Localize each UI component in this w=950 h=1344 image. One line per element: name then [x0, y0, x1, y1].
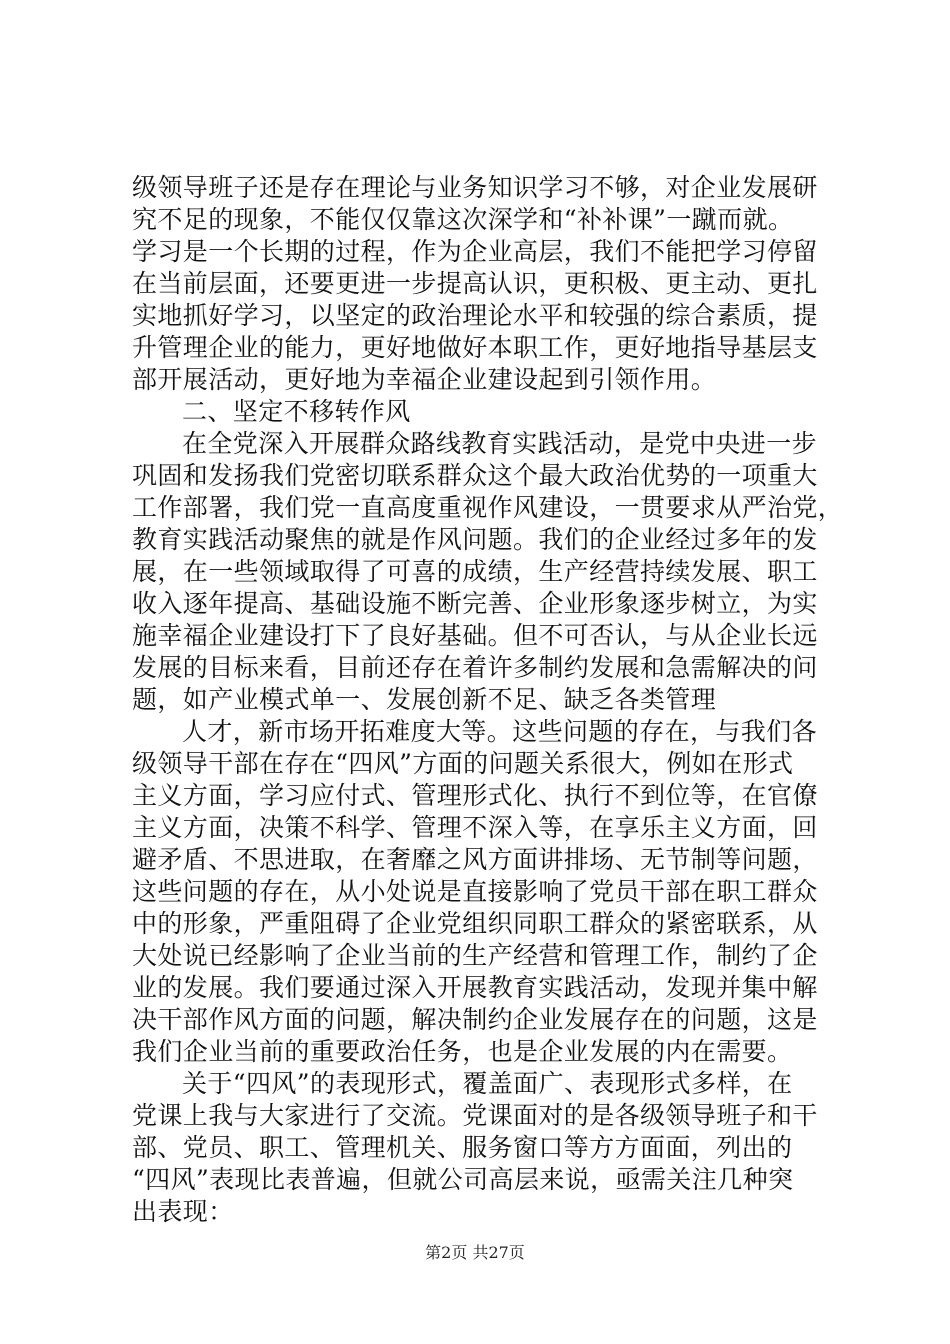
text-line: 决干部作风方面的问题，解决制约企业发展存在的问题，这是: [132, 1005, 818, 1034]
text-line: “四风”表现比表普遍，但就公司高层来说，亟需关注几种突: [132, 1165, 794, 1194]
text-line: 大处说已经影响了企业当前的生产经营和管理工作，制约了企: [132, 941, 818, 970]
text-line: 教育实践活动聚焦的就是作风问题。我们的企业经过多年的发: [132, 525, 818, 554]
text-line: 业的发展。我们要通过深入开展教育实践活动，发现并集中解: [132, 973, 818, 1002]
text-line: 在全党深入开展群众路线教育实践活动，是党中央进一步: [182, 429, 818, 458]
text-line: 人才，新市场开拓难度大等。这些问题的存在，与我们各: [182, 717, 818, 746]
text-line: 学习是一个长期的过程，作为企业高层，我们不能把学习停留: [132, 237, 818, 266]
text-line: 主义方面，学习应付式、管理形式化、执行不到位等，在官僚: [132, 781, 818, 810]
text-line: 关于“四风”的表现形式，覆盖面广、表现形式多样，在: [182, 1069, 793, 1098]
text-line: 避矛盾、不思进取，在奢靡之风方面讲排场、无节制等问题，: [132, 845, 818, 874]
page-number-footer: 第2页 共27页: [425, 1243, 525, 1262]
document-body: [132, 172, 844, 1228]
text-line: 部、党员、职工、管理机关、服务窗口等方方面面，列出的: [132, 1133, 793, 1162]
text-line: 出表现：: [132, 1197, 234, 1226]
text-line: 工作部署，我们党一直高度重视作风建设，一贯要求从严治党，: [132, 493, 844, 522]
text-line: 这些问题的存在，从小处说是直接影响了党员干部在职工群众: [132, 877, 818, 906]
text-line: 级领导干部在存在“四风”方面的问题关系很大，例如在形式: [132, 749, 794, 778]
text-line: 我们企业当前的重要政治任务，也是企业发展的内在需要。: [132, 1037, 793, 1066]
text-line: 中的形象，严重阻碍了企业党组织同职工群众的紧密联系，从: [132, 909, 818, 938]
text-line: 部开展活动，更好地为幸福企业建设起到引领作用。: [132, 365, 717, 394]
text-line: 展，在一些领域取得了可喜的成绩，生产经营持续发展、职工: [132, 557, 818, 586]
section-heading: 二、坚定不移转作风: [182, 397, 411, 426]
text-line: 发展的目标来看，目前还存在着许多制约发展和急需解决的问: [132, 653, 818, 682]
text-line: 升管理企业的能力，更好地做好本职工作，更好地指导基层支: [132, 333, 818, 362]
text-line: 题，如产业模式单一、发展创新不足、缺乏各类管理: [132, 685, 717, 714]
text-line: 巩固和发扬我们党密切联系群众这个最大政治优势的一项重大: [132, 461, 818, 490]
text-line: 在当前层面，还要更进一步提高认识，更积极、更主动、更扎: [132, 269, 818, 298]
text-line: 党课上我与大家进行了交流。党课面对的是各级领导班子和干: [132, 1101, 818, 1130]
text-line: 收入逐年提高、基础设施不断完善、企业形象逐步树立，为实: [132, 589, 818, 618]
text-line: 实地抓好学习，以坚定的政治理论水平和较强的综合素质，提: [132, 301, 818, 330]
text-line: 主义方面，决策不科学、管理不深入等，在享乐主义方面，回: [132, 813, 818, 842]
text-line: 级领导班子还是存在理论与业务知识学习不够，对企业发展研: [132, 173, 818, 202]
text-line: 施幸福企业建设打下了良好基础。但不可否认，与从企业长远: [132, 621, 818, 650]
text-line: 究不足的现象，不能仅仅靠这次深学和“补补课”一蹴而就。: [132, 205, 794, 234]
